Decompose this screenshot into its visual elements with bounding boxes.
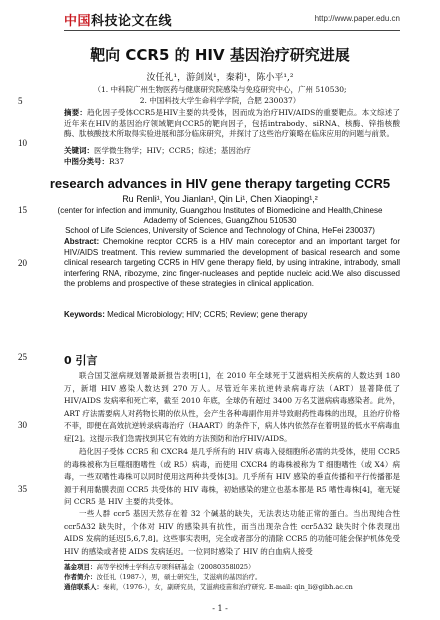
affiliation-1: （1. 中科院广州生物医药与健康研究院感染与免疫研究中心，广州 510530; (93, 85, 347, 94)
line-number-20: 20 (18, 258, 27, 268)
english-authors: Ru Renli¹, You Jianlan¹, Qin Li¹, Chen Xiaoping¹,² (122, 194, 318, 204)
keywords-cn-text: 医学微生物学；HIV；CCR5；综述；基因治疗 (94, 146, 251, 155)
english-abstract-text: Chemokine recptor CCR5 is a HIV main coreceptor and an important target for HIV/AIDS treatment. This review summaried the development of basical research and some clinical research targeting CCR5 in HIV gene therapy field, by using intrakine, intrabody, small interfering RNA, ribozyme, zinc finger-nucleases and peptide nucleic acid.We also discussed the problems and prospective of these strategies in clinical application. (64, 237, 400, 288)
footnote-funding-label: 基金项目： (64, 563, 97, 571)
classification-cn (64, 157, 400, 168)
body-paragraph-1: 联合国艾滋病规划署最新报告表明[1]，在 2010 年全球死于艾滋病相关疾病的人数达到 180 万，新增 HIV 感染人数达到 270 万人。尽管近年来抗逆转录病毒疗法（ART）显著降低了 HIV/AIDS 发病率和死亡率，截至 2010 年底，全球仍有超过 3400 万名艾滋病病毒感染者。此外，ART 疗法需要病人对药物长期的依从性，会产生各种毒副作用并导致耐药性毒株的出现，且治疗价格不菲，即便在高效抗逆转录病毒治疗（HAART）的条件下，病人体内依然存在着明显的低水平病毒血症[2]。这提示我们急需找到其它有效的方法预防和治疗HIV/AIDS。 (64, 371, 400, 443)
english-abstract-label: Abstract: (64, 237, 100, 246)
english-keywords (64, 310, 400, 321)
paper-title: 靶向 CCR5 的 HIV 基因治疗研究进展 (90, 46, 350, 64)
line-number-25: 25 (18, 352, 27, 362)
english-affiliation-2: Adademy of Sciences, GuangZhou 510530 (143, 216, 297, 225)
author-list: 汝任礼¹，游剑岚¹，秦莉¹，陈小平¹,² (146, 73, 294, 83)
english-affiliation-3: School of Life Sciences, University of Science and Technology of China, HeFei 230037) (65, 226, 375, 235)
footnote-contact-label: 通信联系人： (64, 583, 103, 591)
footnote-author-bio (64, 573, 400, 582)
body-paragraph-3: 一些人群 ccr5 基因天然存在着 32 个碱基的缺失，无法表达功能正常的蛋白。当出现纯合性 ccr5Δ32 缺失时，个体对 HIV 的感染具有抗性，而当出现杂合性 ccr5Δ32 缺失时个体表现出 AIDS 发病的延迟[5,6,7,8]。这些事实表明，完全或者部分的清除 CCR5 的功能可能会保护机体免受 HIV 的感染或者使 AIDS 发病延迟。一位同时感染了 HIV 的白血病人接受 (64, 509, 400, 556)
footnote-rule (64, 560, 184, 561)
english-affiliation-1: (center for infection and immunity, Guangzhou Institutes of Biomedicine and Health,Chinese (57, 206, 383, 215)
logo-black-text: 科技论文在线 (91, 14, 173, 29)
footnote-funding (64, 563, 400, 572)
class-cn-text: R37 (109, 157, 125, 166)
abstract-cn-text: 趋化因子受体CCR5是HIV主要的共受体，因而成为治疗HIV/AIDS的重要靶点。本文综述了近年来在HIV的基因治疗领域靶向CCR5的靶向因子，包括intrabody、siRNA、核酶、锌指核酸酶、肽核酸技术所取得实验进展和部分临床研究，并探讨了这些治疗策略在临床应用的问题与前景。 (64, 108, 401, 138)
line-number-30: 30 (18, 420, 27, 430)
abstract-cn (64, 108, 400, 140)
site-url[interactable]: http://www.paper.edu.cn (314, 14, 400, 23)
logo-red-text: 中国 (64, 14, 92, 29)
footnote-bio-text: 汝任礼（1987-），男，硕士研究生，艾滋病的基因治疗。 (96, 573, 262, 581)
line-number-15: 15 (18, 205, 27, 215)
footnote-bio-label: 作者简介： (64, 573, 97, 581)
header-rule (64, 30, 400, 31)
footnote-correspondence (64, 583, 400, 592)
english-title: research advances in HIV gene therapy targeting CCR5 (49, 176, 391, 191)
page-number: - 1 - (212, 604, 228, 613)
footnote-funding-text: 高等学校博士学科点专项科研基金（20080358l025） (96, 563, 255, 571)
abstract-cn-label: 摘要： (64, 108, 88, 117)
site-logo (64, 10, 172, 29)
line-number-5: 5 (18, 96, 23, 106)
english-keywords-text: Medical Microbiology; HIV; CCR5; Review; gene therapy (107, 310, 308, 319)
english-abstract (64, 237, 400, 290)
keywords-cn-label: 关键词： (64, 146, 94, 155)
class-cn-label: 中图分类号： (64, 157, 109, 166)
body-paragraph-2: 趋化因子受体 CCR5 和 CXCR4 是几乎所有的 HIV 病毒入侵细胞所必需的共受体，使用 CCR5 的毒株被称为巨噬细胞嗜性（或 R5）病毒，而使用 CXCR4 的毒株被称为 T 细胞嗜性（或 X4）病毒，一些双嗜性毒株可以同时使用这两种共受体[3]。几乎所有 HIV 感染的垂直传播和平行传播都是源于利用黏膜表面 CCR5 共受体的 HIV 毒株，初始感染的建立也基本都是 R5 嗜性毒株[4]，毫无疑问 CCR5 是 HIV 主要的共受体。 (64, 447, 400, 506)
keywords-cn (64, 146, 400, 157)
english-keywords-label: Keywords: (64, 310, 105, 319)
affiliation-2: 2. 中国科技大学生命科学学院，合肥 230037） (139, 96, 301, 105)
section-heading-introduction: 0 引言 (64, 354, 98, 367)
line-number-35: 35 (18, 484, 27, 494)
line-number-10: 10 (18, 138, 27, 148)
footnote-contact-text: 秦莉，（1976-），女，副研究员，艾滋病疫苗和治疗研究. E-mail: qin_li@gibh.ac.cn (103, 583, 353, 591)
